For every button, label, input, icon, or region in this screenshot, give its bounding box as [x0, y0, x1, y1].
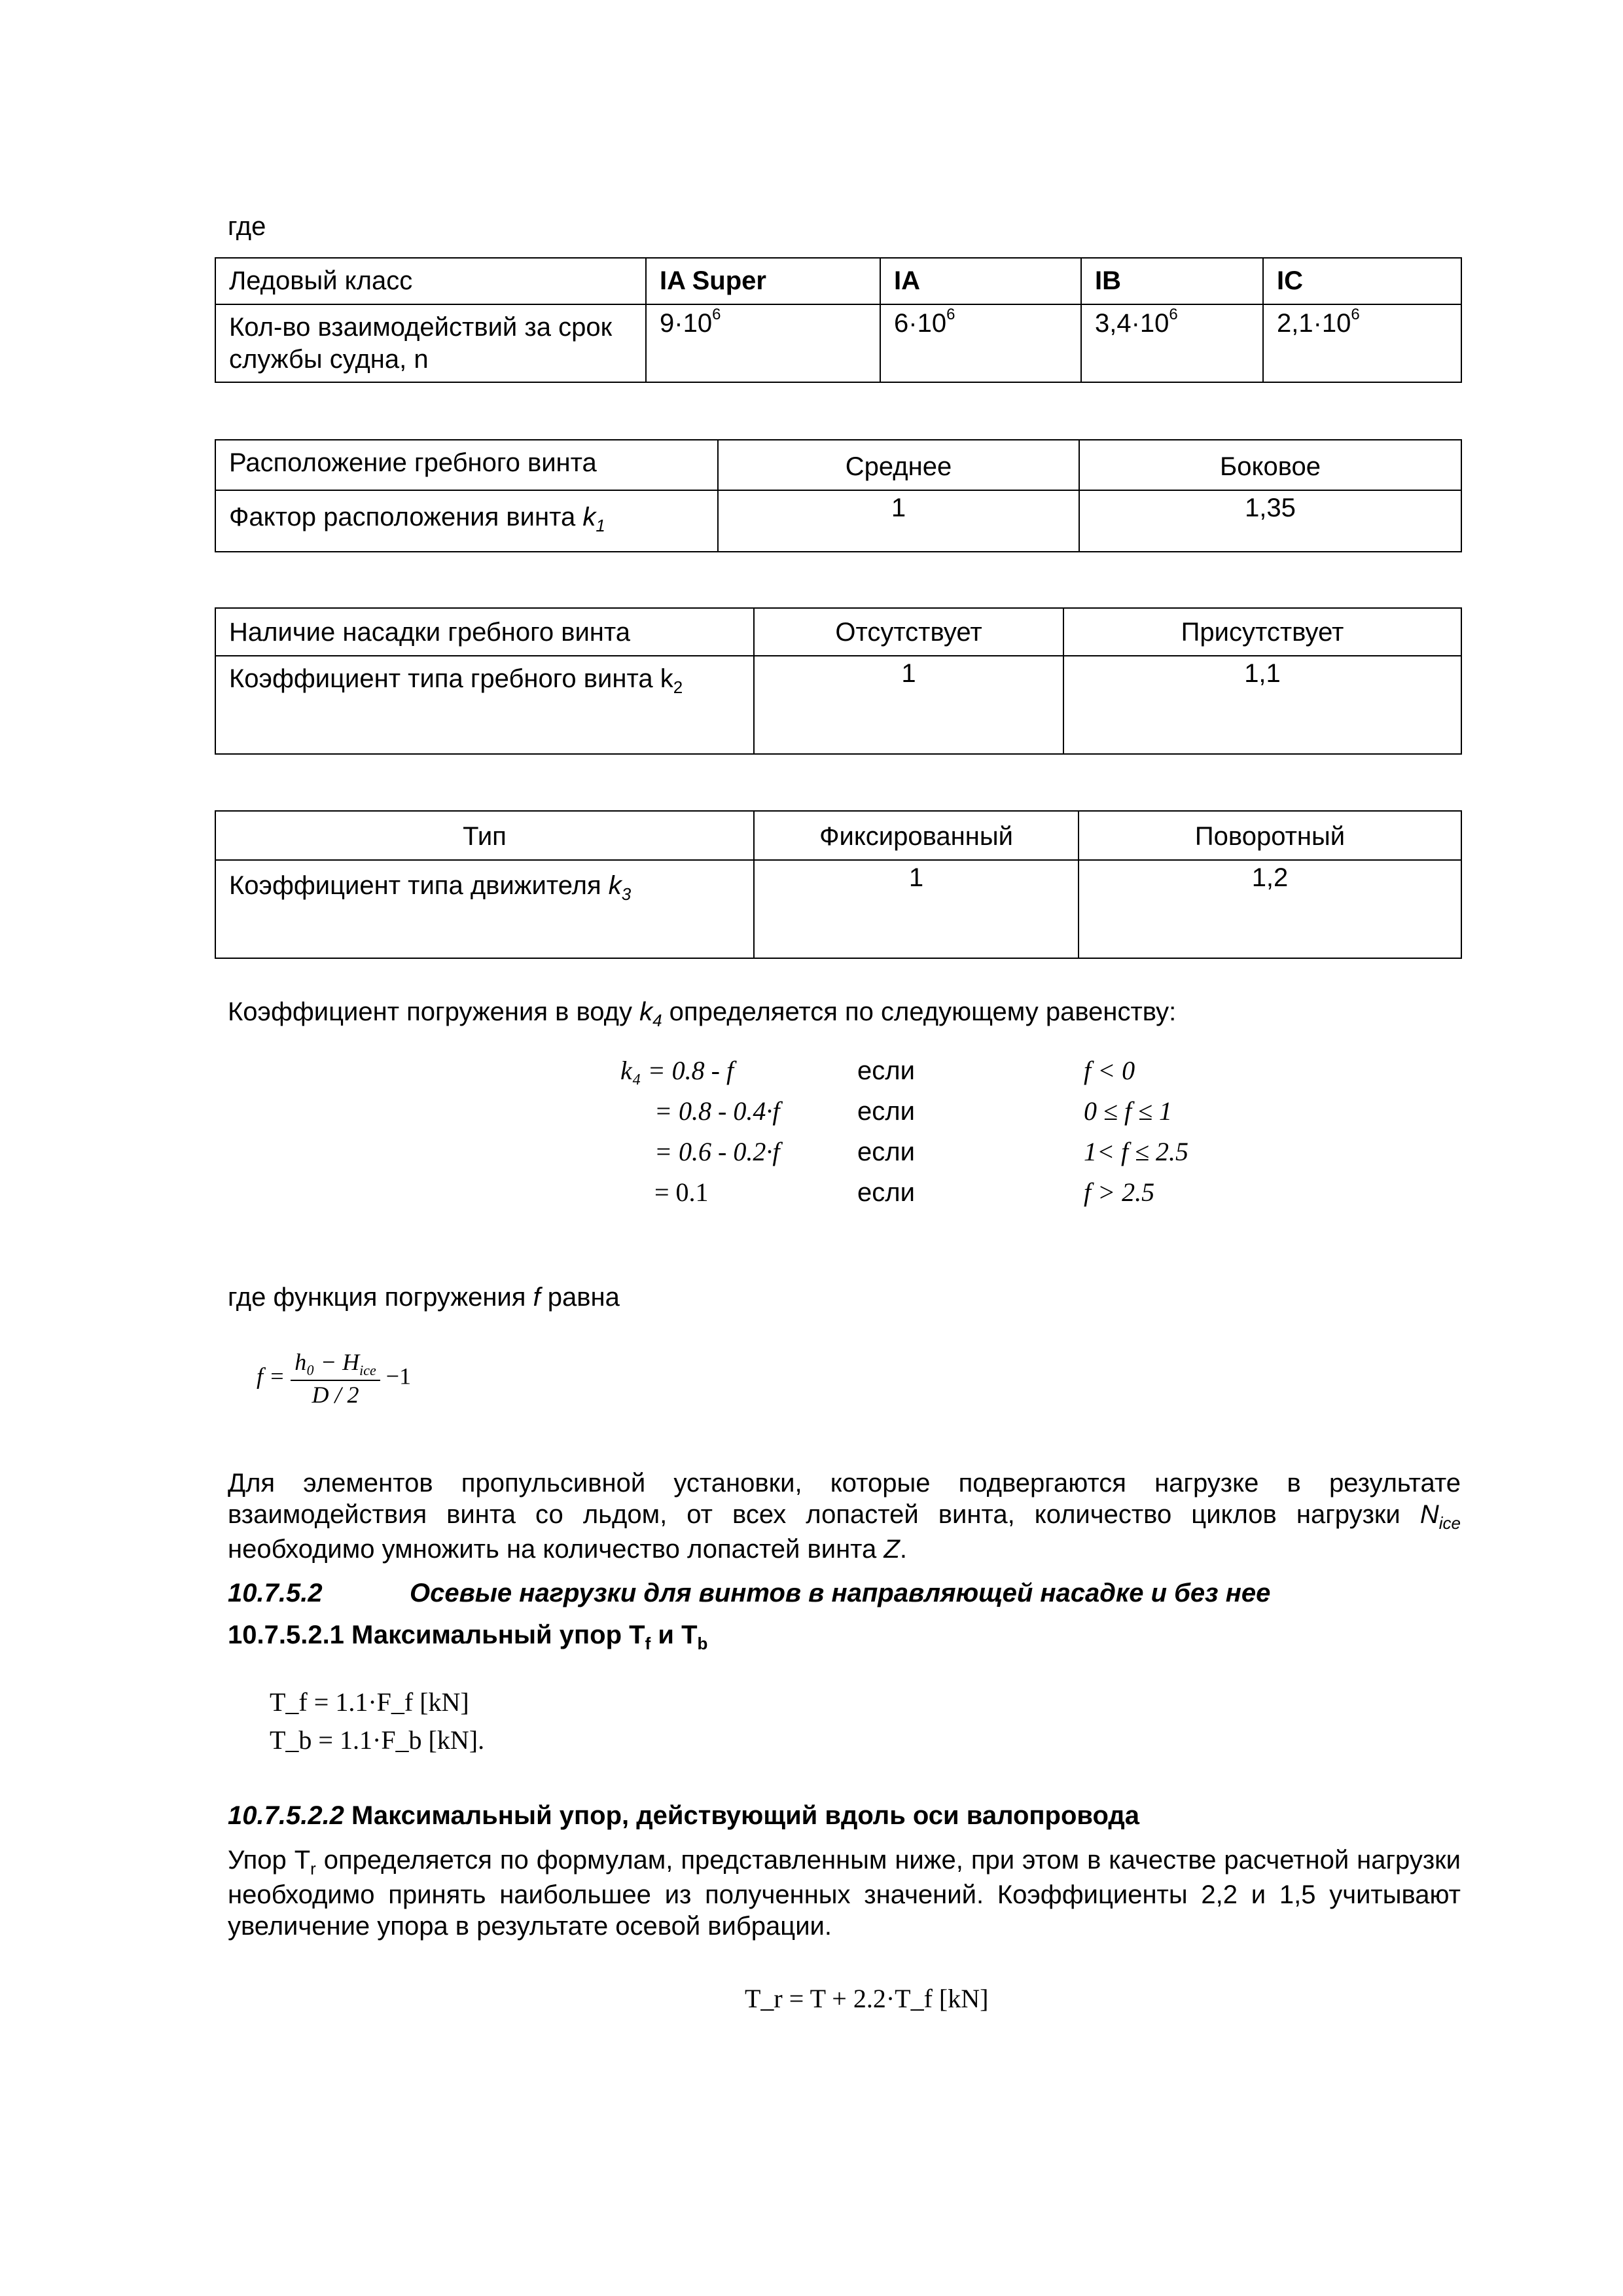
cycles-paragraph: Для элементов пропульсивной установки, которые подвергаются нагрузке в результате взаимодействия винта со льдом, от всех лопастей винта, количество циклов нагрузки $N_{ice}$ необходимо умножить на количество лопастей винта Z.: [228, 1469, 1461, 1564]
table-header-cell: Отсутствует: [754, 608, 1063, 656]
table-header-cell: Фиксированный: [754, 811, 1079, 860]
table-header-cell: Среднее: [718, 440, 1079, 490]
formula-line: T_b = 1.1·F_b [kN].: [270, 1725, 485, 1755]
table-row: [215, 860, 1461, 958]
table-row: [215, 608, 1461, 656]
nozzle-table: [215, 607, 1462, 755]
table-row-label: Фактор расположения винта $k_1$: [215, 490, 718, 552]
table-header-cell: IA: [880, 258, 1081, 304]
ice-class-table: [215, 257, 1462, 383]
section-heading-10-7-5-2-2: 10.7.5.2.2 Максимальный упор, действующий вдоль оси валопровода: [228, 1801, 1140, 1830]
table-row: [215, 811, 1461, 860]
table-header-cell: IA Super: [646, 258, 880, 304]
table-header-cell: Присутствует: [1063, 608, 1461, 656]
table-row: [215, 304, 1461, 383]
section-heading-10-7-5-2: 10.7.5.2 Осевые нагрузки для винтов в направляющей насадке и без нее: [228, 1579, 1271, 1607]
f-formula: f = $\frac{h_0 - H_{ice}}{D / 2}$ −1: [257, 1349, 412, 1408]
table-header-cell: Боковое: [1079, 440, 1461, 490]
intro-word: где: [228, 212, 266, 241]
table-cell: 1: [754, 656, 1063, 754]
table-header-cell: Наличие насадки гребного винта: [215, 608, 754, 656]
table-row-label: Кол-во взаимодействий за срок службы судна, n: [215, 304, 646, 383]
thrust-formulas: [270, 1683, 484, 1759]
table-cell: $3,4\cdot 10^6$: [1081, 304, 1263, 383]
table-header-cell: Поворотный: [1079, 811, 1461, 860]
table-row: [215, 440, 1461, 490]
formula-row: = 0.8 - 0.4·f если 0 ≤ f ≤ 1: [654, 1096, 1173, 1126]
table-row: [215, 258, 1461, 304]
f-intro: где функция погружения f равна: [228, 1283, 620, 1312]
table-row-label: Коэффициент типа гребного винта $k_2$: [215, 656, 754, 754]
table-header-cell: Тип: [215, 811, 754, 860]
k4-formula: [620, 1055, 1242, 1217]
table-cell: 1,35: [1079, 490, 1461, 552]
table-row: [215, 490, 1461, 552]
table-cell: 1,2: [1079, 860, 1461, 958]
tr-formula: T_r = T + 2.2·T_f [kN]: [745, 1984, 989, 2013]
table-cell: $9\cdot 10^6$: [646, 304, 880, 383]
section-heading-10-7-5-2-1: 10.7.5.2.1 Максимальный упор $T_f$ и $T_b$: [228, 1621, 708, 1653]
table-header-cell: IC: [1263, 258, 1461, 304]
table-header-cell: IB: [1081, 258, 1263, 304]
k4-intro: Коэффициент погружения в воду $k_4$ определяется по следующему равенству:: [228, 997, 1177, 1030]
table-cell: $6\cdot 10^6$: [880, 304, 1081, 383]
table-row: [215, 656, 1461, 754]
formula-row: = 0.6 - 0.2·f если 1< f ≤ 2.5: [654, 1137, 1189, 1166]
table-cell: 1: [754, 860, 1079, 958]
tr-paragraph: Упор $T_r$ определяется по формулам, представленным ниже, при этом в качестве расчетной нагрузки необходимо принять наибольшее из полученных значений. Коэффициенты 2,2 и 1,5 учитывают увеличение упора в результате осевой вибрации.: [228, 1846, 1461, 1941]
propulsor-type-table: [215, 810, 1462, 959]
propeller-position-table: [215, 439, 1462, 552]
table-cell: 1: [718, 490, 1079, 552]
table-header-cell: Расположение гребного винта: [215, 440, 718, 490]
formula-row: = 0.1 если f > 2.5: [654, 1177, 1155, 1207]
table-cell: 1,1: [1063, 656, 1461, 754]
formula-line: T_f = 1.1·F_f [kN]: [270, 1687, 469, 1717]
table-header-cell: Ледовый класс: [215, 258, 646, 304]
table-row-label: Коэффициент типа движителя $k_3$: [215, 860, 754, 958]
formula-row: k₄ = 0.8 - f если f < 0: [620, 1056, 1135, 1085]
table-cell: $2,1\cdot 10^6$: [1263, 304, 1461, 383]
